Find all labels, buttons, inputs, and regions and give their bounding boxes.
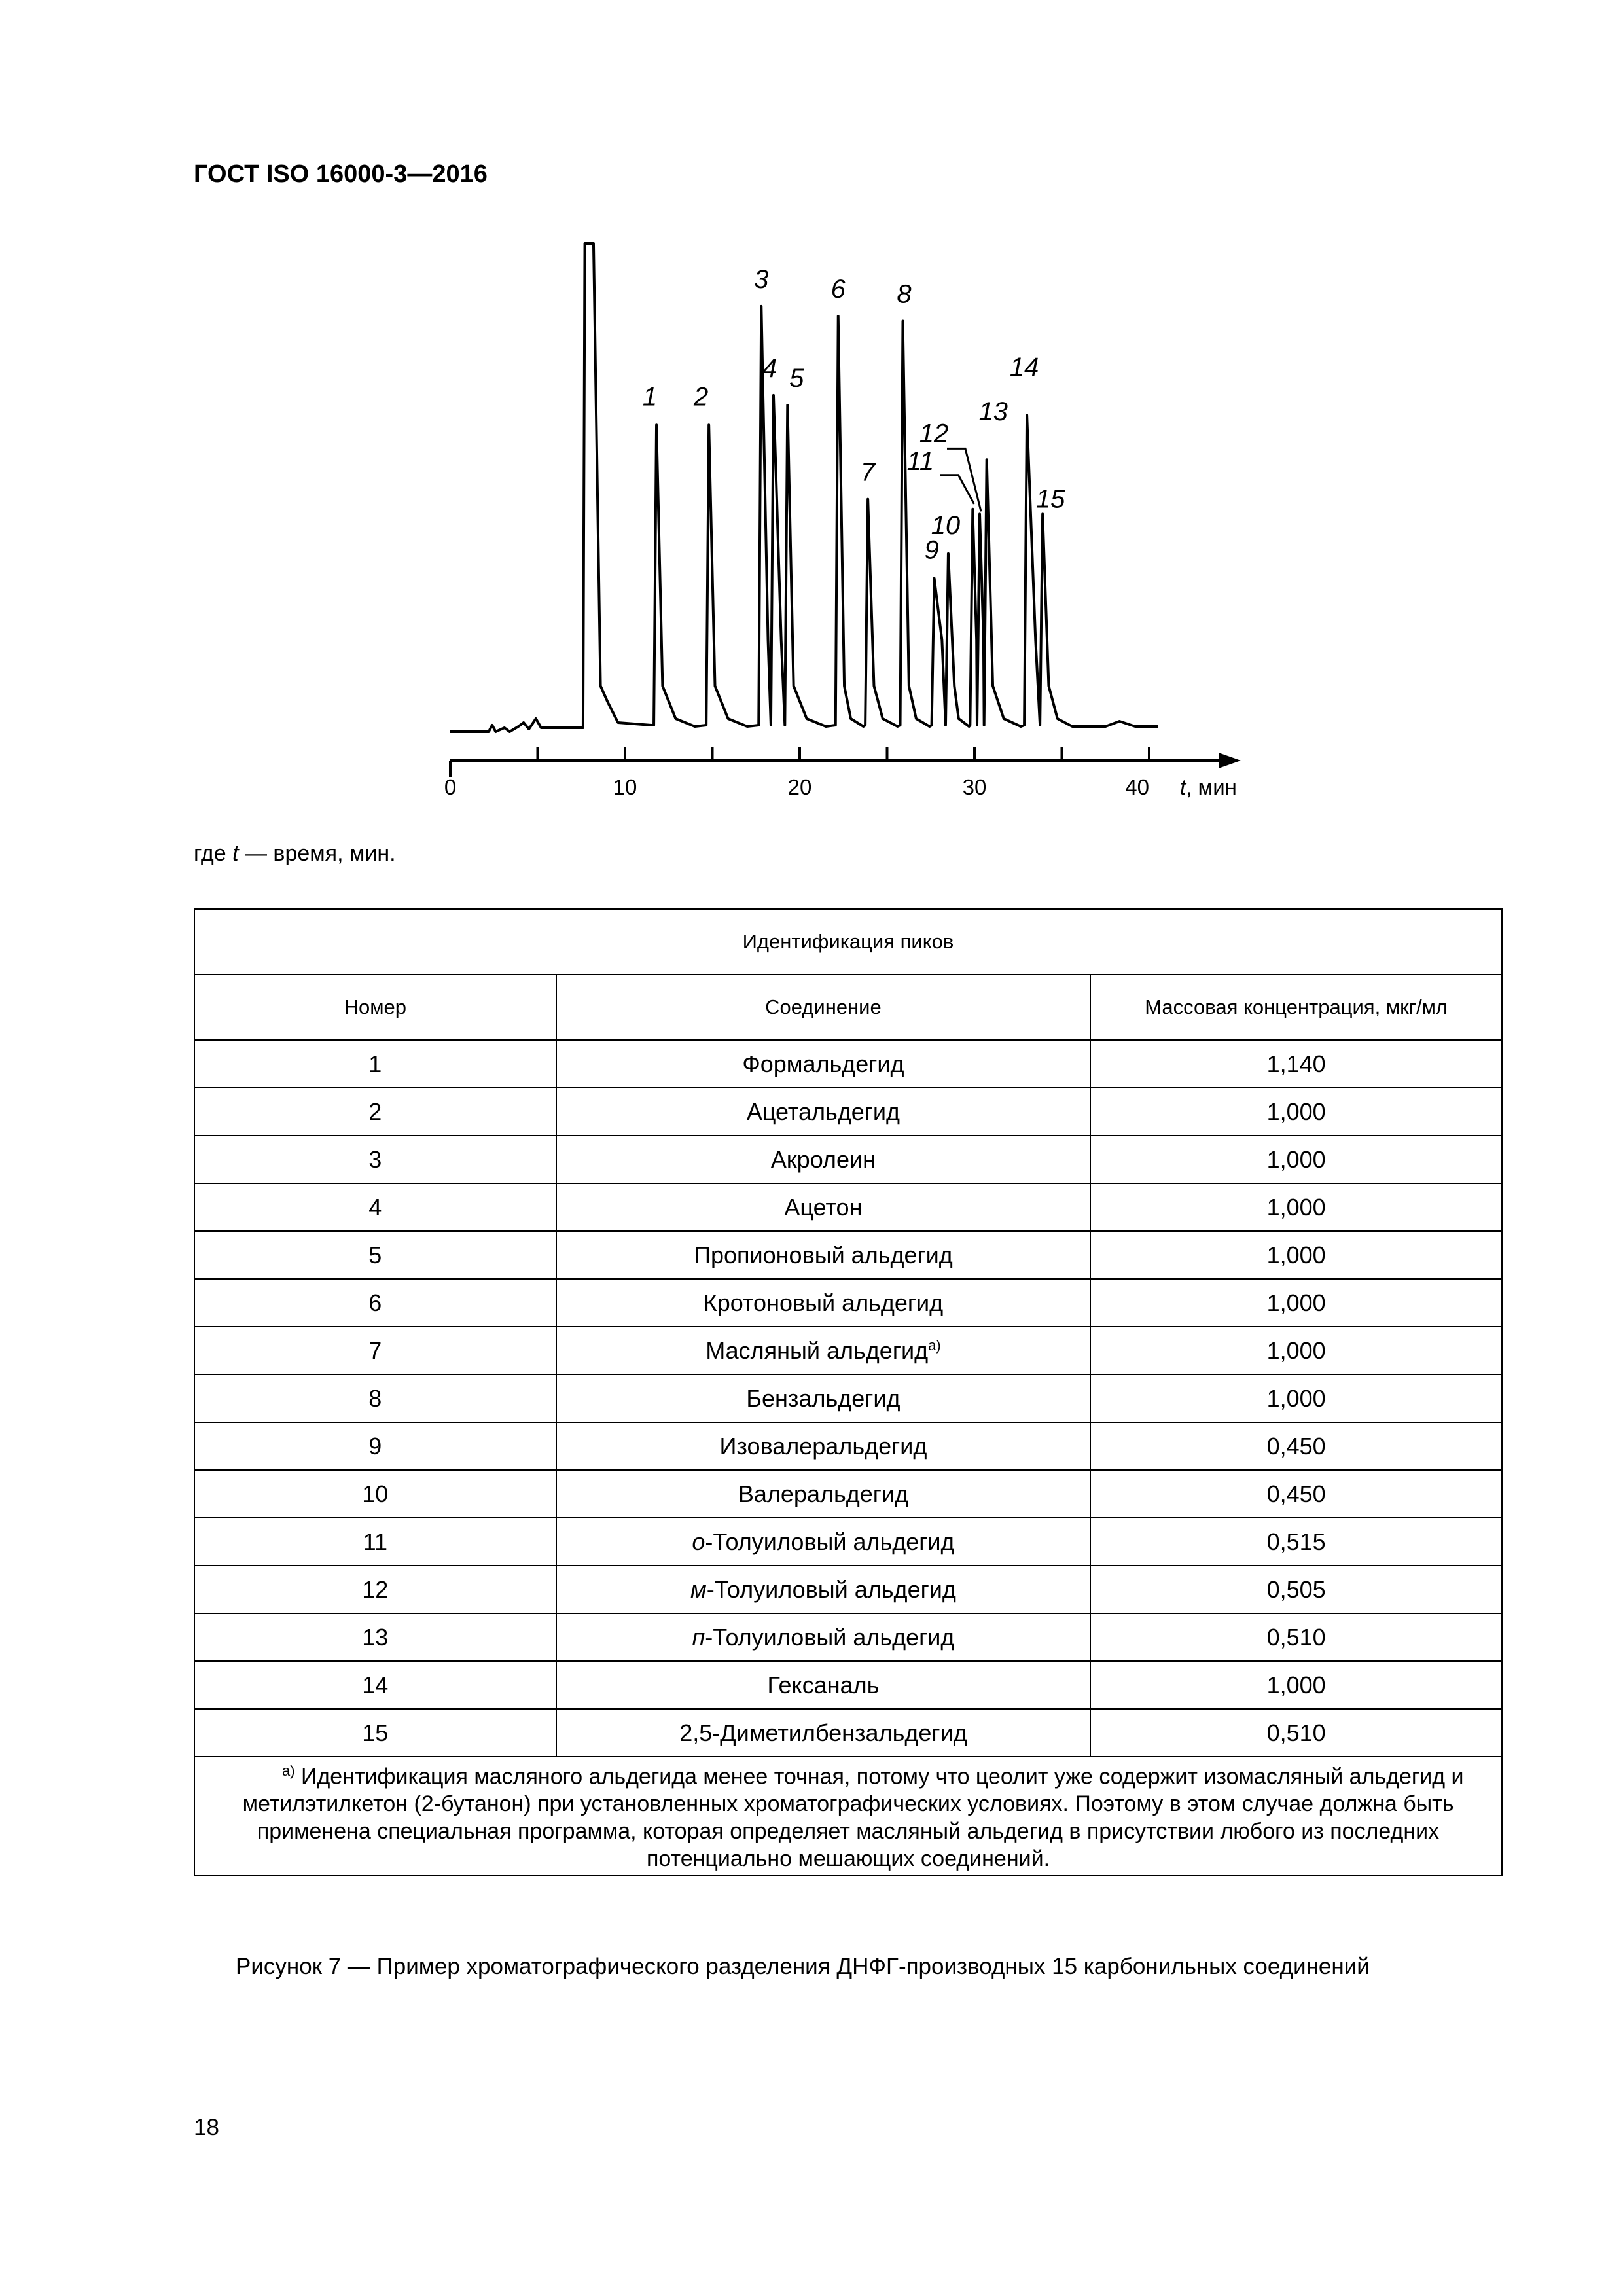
cell-number: 5 — [194, 1231, 556, 1279]
compound-prefix: п — [692, 1623, 705, 1651]
compound-name: Акролеин — [770, 1145, 876, 1173]
cell-concentration: 1,000 — [1090, 1231, 1502, 1279]
cell-concentration: 1,140 — [1090, 1040, 1502, 1088]
cell-number: 6 — [194, 1279, 556, 1327]
header-number: Номер — [194, 975, 556, 1040]
table-row — [194, 1279, 1502, 1327]
table-row — [194, 1661, 1502, 1709]
cell-number: 9 — [194, 1422, 556, 1470]
cell-concentration: 1,000 — [1090, 1661, 1502, 1709]
table-row — [194, 1470, 1502, 1518]
where-prefix: где — [194, 841, 233, 866]
peak-label: 15 — [1035, 484, 1065, 514]
cell-compound — [556, 1183, 1091, 1231]
cell-compound — [556, 1136, 1091, 1183]
cell-number: 13 — [194, 1613, 556, 1661]
compound-name: Валеральдегид — [738, 1480, 908, 1507]
page-number: 18 — [194, 2115, 219, 2140]
peak-label: 3 — [754, 264, 769, 294]
cell-number: 1 — [194, 1040, 556, 1088]
table-row — [194, 1136, 1502, 1183]
cell-concentration: 0,515 — [1090, 1518, 1502, 1566]
cell-compound — [556, 1470, 1091, 1518]
compound-name: -Толуиловый альдегид — [706, 1575, 956, 1603]
peak-label: 2 — [694, 382, 709, 412]
cell-number: 12 — [194, 1566, 556, 1613]
cell-concentration: 1,000 — [1090, 1374, 1502, 1422]
peak-label: 4 — [762, 353, 777, 383]
x-tick-label: 30 — [962, 775, 987, 799]
x-tick-label: 10 — [613, 775, 637, 799]
peak-label: 9 — [924, 535, 939, 565]
cell-compound — [556, 1566, 1091, 1613]
cell-compound — [556, 1613, 1091, 1661]
footnote-mark: а) — [282, 1763, 295, 1779]
table-row — [194, 1422, 1502, 1470]
time-axis — [450, 753, 1241, 768]
cell-concentration: 1,000 — [1090, 1183, 1502, 1231]
peak-label: 6 — [830, 274, 846, 304]
compound-name: -Толуиловый альдегид — [705, 1623, 955, 1651]
compound-prefix: о — [692, 1528, 705, 1555]
where-suffix: — время, мин. — [238, 841, 396, 866]
compound-name: Ацетальдегид — [746, 1098, 901, 1125]
table-row — [194, 1231, 1502, 1279]
x-tick-label: 40 — [1125, 775, 1149, 799]
compound-name: -Толуиловый альдегид — [705, 1528, 955, 1555]
compound-name: Изовалеральдегид — [719, 1432, 927, 1460]
x-axis-unit — [1180, 775, 1237, 799]
table-row — [194, 1709, 1502, 1757]
x-tick-label: 0 — [444, 775, 457, 799]
header-concentration: Массовая концентрация, мкг/мл — [1090, 975, 1502, 1040]
cell-number: 7 — [194, 1327, 556, 1374]
peak-leader-line — [940, 475, 974, 504]
compound-name: Бензальдегид — [746, 1384, 901, 1412]
compound-name: Гексаналь — [767, 1671, 880, 1698]
x-axis-var: t — [1180, 775, 1186, 799]
cell-concentration: 1,000 — [1090, 1088, 1502, 1136]
cell-concentration: 0,510 — [1090, 1613, 1502, 1661]
cell-compound — [556, 1661, 1091, 1709]
table-row — [194, 1040, 1502, 1088]
peak-label: 5 — [789, 364, 804, 393]
cell-compound — [556, 1088, 1091, 1136]
compound-name: 2,5-Диметилбензальдегид — [679, 1719, 967, 1746]
table-row — [194, 1327, 1502, 1374]
compound-name: Пропионовый альдегид — [694, 1241, 953, 1268]
where-var: t — [232, 841, 239, 866]
header-compound: Соединение — [556, 975, 1091, 1040]
cell-compound — [556, 1374, 1091, 1422]
cell-number: 8 — [194, 1374, 556, 1422]
footnote-ref: а) — [928, 1336, 941, 1354]
peak-label: 13 — [978, 397, 1008, 427]
compound-name: Масляный альдегид — [705, 1336, 929, 1364]
x-axis-unit-text: , мин — [1186, 775, 1237, 799]
cell-concentration: 0,505 — [1090, 1566, 1502, 1613]
table-row — [194, 1518, 1502, 1566]
cell-concentration: 0,510 — [1090, 1709, 1502, 1757]
figure-caption: Рисунок 7 — Пример хроматографического разделения ДНФГ-производных 15 карбонильных соединений — [236, 1954, 1370, 1979]
compound-name: Формальдегид — [742, 1050, 904, 1077]
cell-number: 15 — [194, 1709, 556, 1757]
peak-label: 1 — [642, 382, 658, 412]
cell-number: 10 — [194, 1470, 556, 1518]
compound-prefix: м — [690, 1575, 707, 1603]
variable-legend — [194, 841, 396, 867]
cell-compound — [556, 1518, 1091, 1566]
cell-compound — [556, 1327, 1091, 1374]
peak-label: 11 — [906, 446, 935, 476]
cell-number: 4 — [194, 1183, 556, 1231]
cell-concentration: 1,000 — [1090, 1136, 1502, 1183]
peak-label: 12 — [919, 419, 949, 448]
footnote-text: Идентификация масляного альдегида менее точная, потому что цеолит уже содержит изомасляный альдегид и метилэтилкетон (2-бутанон) при установленных хроматографических условиях. Поэтому в этом случае должна быть применена специальная программа, которая определяет масляный альдегид в присутствии любого из последних потенциально мешающих соединений. — [242, 1764, 1464, 1872]
compound-name: Кротоновый альдегид — [703, 1289, 944, 1316]
table-footnote — [194, 1757, 1502, 1876]
cell-concentration: 0,450 — [1090, 1422, 1502, 1470]
cell-compound — [556, 1040, 1091, 1088]
x-tick-label: 20 — [787, 775, 812, 799]
peak-leader-line — [947, 448, 981, 511]
peak-label: 14 — [1009, 353, 1039, 382]
cell-concentration: 1,000 — [1090, 1327, 1502, 1374]
chromatogram-chart — [0, 0, 1623, 825]
cell-concentration: 1,000 — [1090, 1279, 1502, 1327]
peak-identification-table — [194, 908, 1503, 1876]
cell-number: 2 — [194, 1088, 556, 1136]
cell-number: 3 — [194, 1136, 556, 1183]
cell-number: 11 — [194, 1518, 556, 1566]
table-row — [194, 1566, 1502, 1613]
cell-compound — [556, 1279, 1091, 1327]
table-row — [194, 1374, 1502, 1422]
document-header: ГОСТ ISO 16000-3—2016 — [194, 160, 488, 188]
table-row — [194, 1613, 1502, 1661]
table-row — [194, 1088, 1502, 1136]
table-row — [194, 1183, 1502, 1231]
cell-concentration: 0,450 — [1090, 1470, 1502, 1518]
table-caption: Идентификация пиков — [194, 909, 1502, 975]
peak-label: 7 — [861, 457, 876, 487]
peak-label: 8 — [897, 279, 912, 309]
peak-label: 10 — [931, 511, 961, 540]
cell-compound — [556, 1709, 1091, 1757]
cell-compound — [556, 1231, 1091, 1279]
cell-compound — [556, 1422, 1091, 1470]
compound-name: Ацетон — [784, 1193, 863, 1221]
cell-number: 14 — [194, 1661, 556, 1709]
